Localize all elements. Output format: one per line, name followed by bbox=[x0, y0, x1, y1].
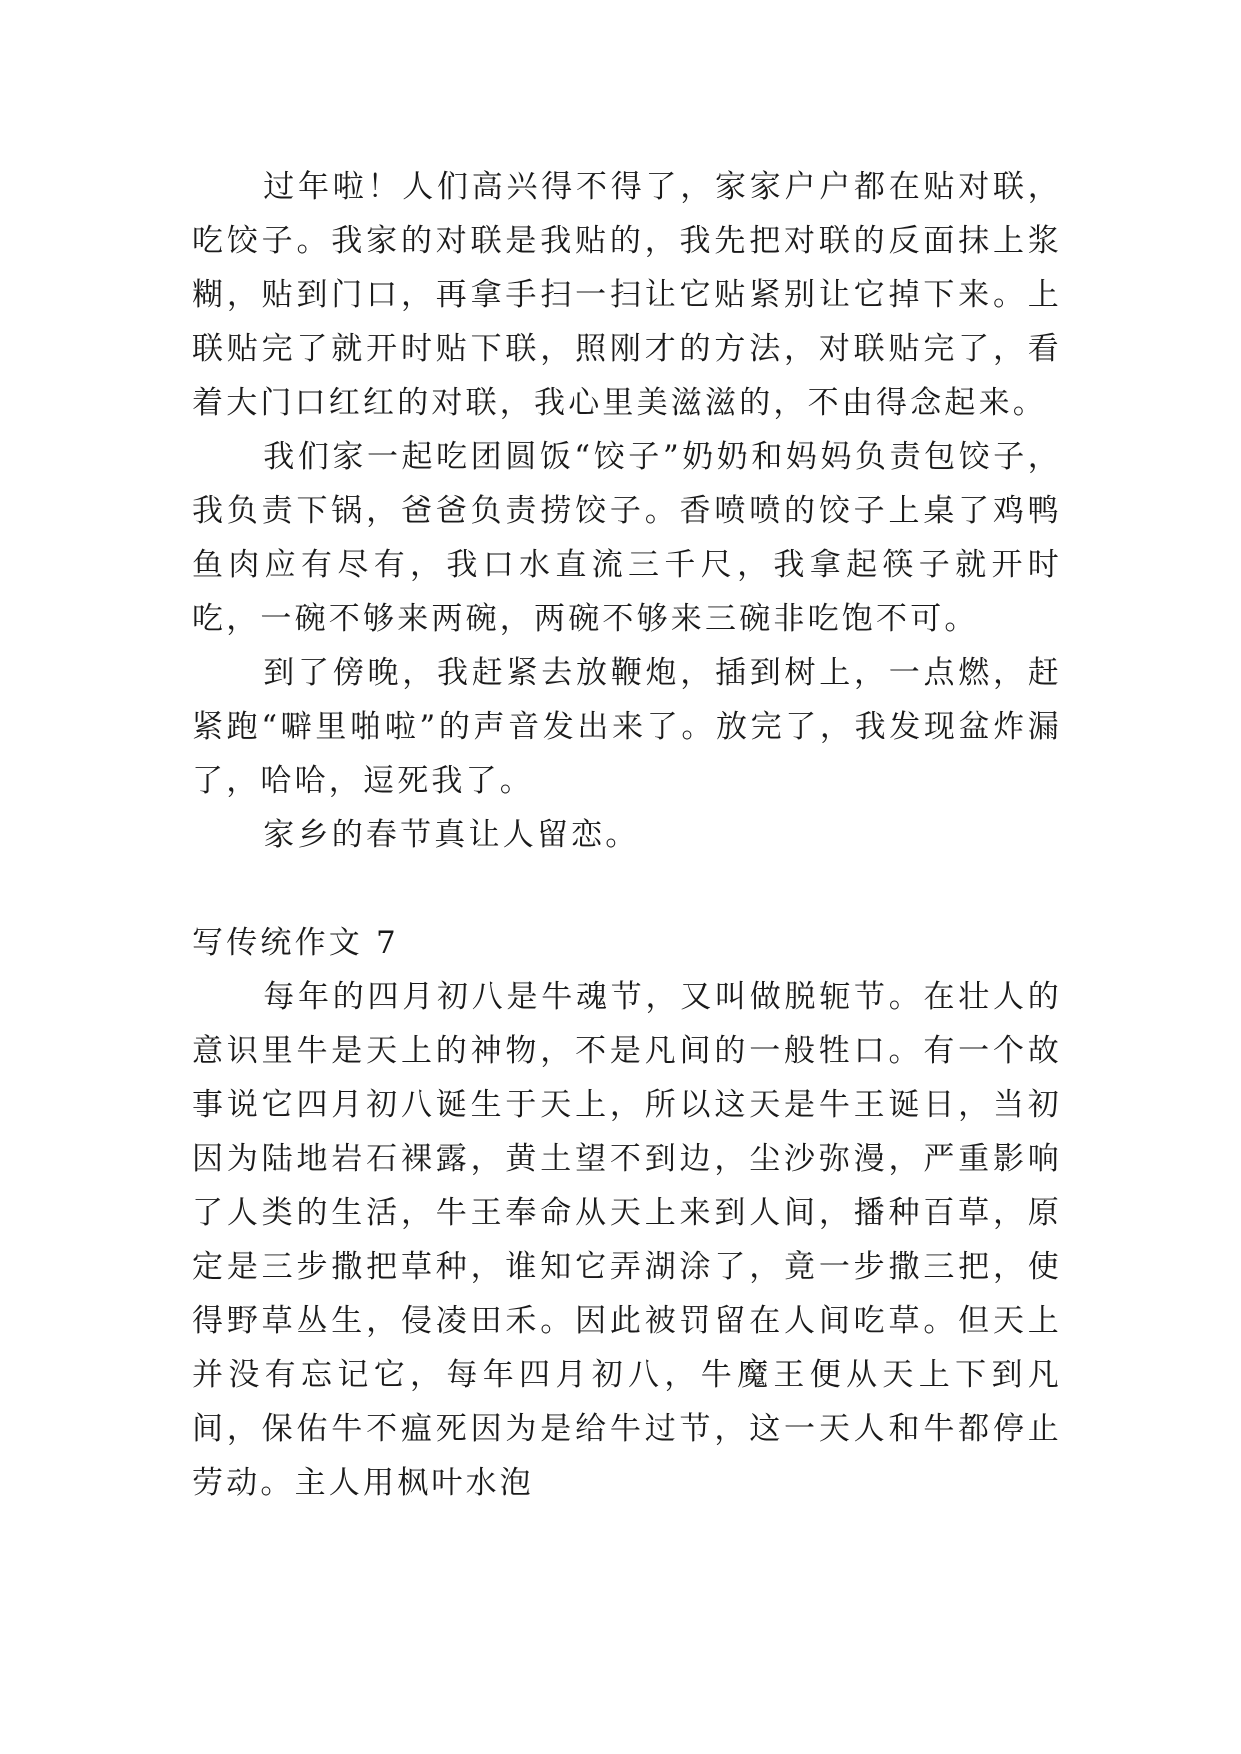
paragraph-firecrackers: 到了傍晚，我赶紧去放鞭炮，插到树上，一点燃，赶紧跑“噼里啪啦”的声音发出来了。放完了，我发现盆炸漏了，哈哈，逗死我了。 bbox=[192, 655, 1062, 799]
paragraph-conclusion: 家乡的春节真让人留恋。 bbox=[263, 817, 640, 853]
paragraph-ox-soul-festival: 每年的四月初八是牛魂节，又叫做脱轭节。在壮人的意识里牛是天上的神物，不是凡间的一般牲口。有一个故事说它四月初八诞生于天上，所以这天是牛王诞日，当初因为陆地岩石裸露，黄土望不到边，尘沙弥漫，严重影响了人类的生活，牛王奉命从天上来到人间，播种百草，原定是三步撒把草种，谁知它弄湖涂了，竟一步撒三把，使得野草丛生，侵凌田禾。因此被罚留在人间吃草。但天上并没有忘记它，每年四月初八，牛魔王便从天上下到凡间，保佑牛不瘟死因为是给牛过节，这一天人和牛都停止劳动。主人用枫叶水泡 bbox=[192, 979, 1062, 1501]
document-body bbox=[192, 160, 1062, 1510]
paragraph-couplets: 过年啦！人们高兴得不得了，家家户户都在贴对联，吃饺子。我家的对联是我贴的，我先把对联的反面抹上浆糊，贴到门口，再拿手扫一扫让它贴紧别让它掉下来。上联贴完了就开时贴下联，照刚才的方法，对联贴完了，看着大门口红红的对联，我心里美滋滋的，不由得念起来。 bbox=[192, 169, 1062, 421]
section-title: 写传统作文 7 bbox=[192, 925, 399, 961]
section-spacer bbox=[192, 862, 1062, 916]
paragraph-reunion-dinner: 我们家一起吃团圆饭“饺子”奶奶和妈妈负责包饺子，我负责下锅，爸爸负责捞饺子。香喷喷的饺子上桌了鸡鸭鱼肉应有尽有，我口水直流三千尺，我拿起筷子就开时吃，一碗不够来两碗，两碗不够来三碗非吃饱不可。 bbox=[192, 439, 1062, 637]
